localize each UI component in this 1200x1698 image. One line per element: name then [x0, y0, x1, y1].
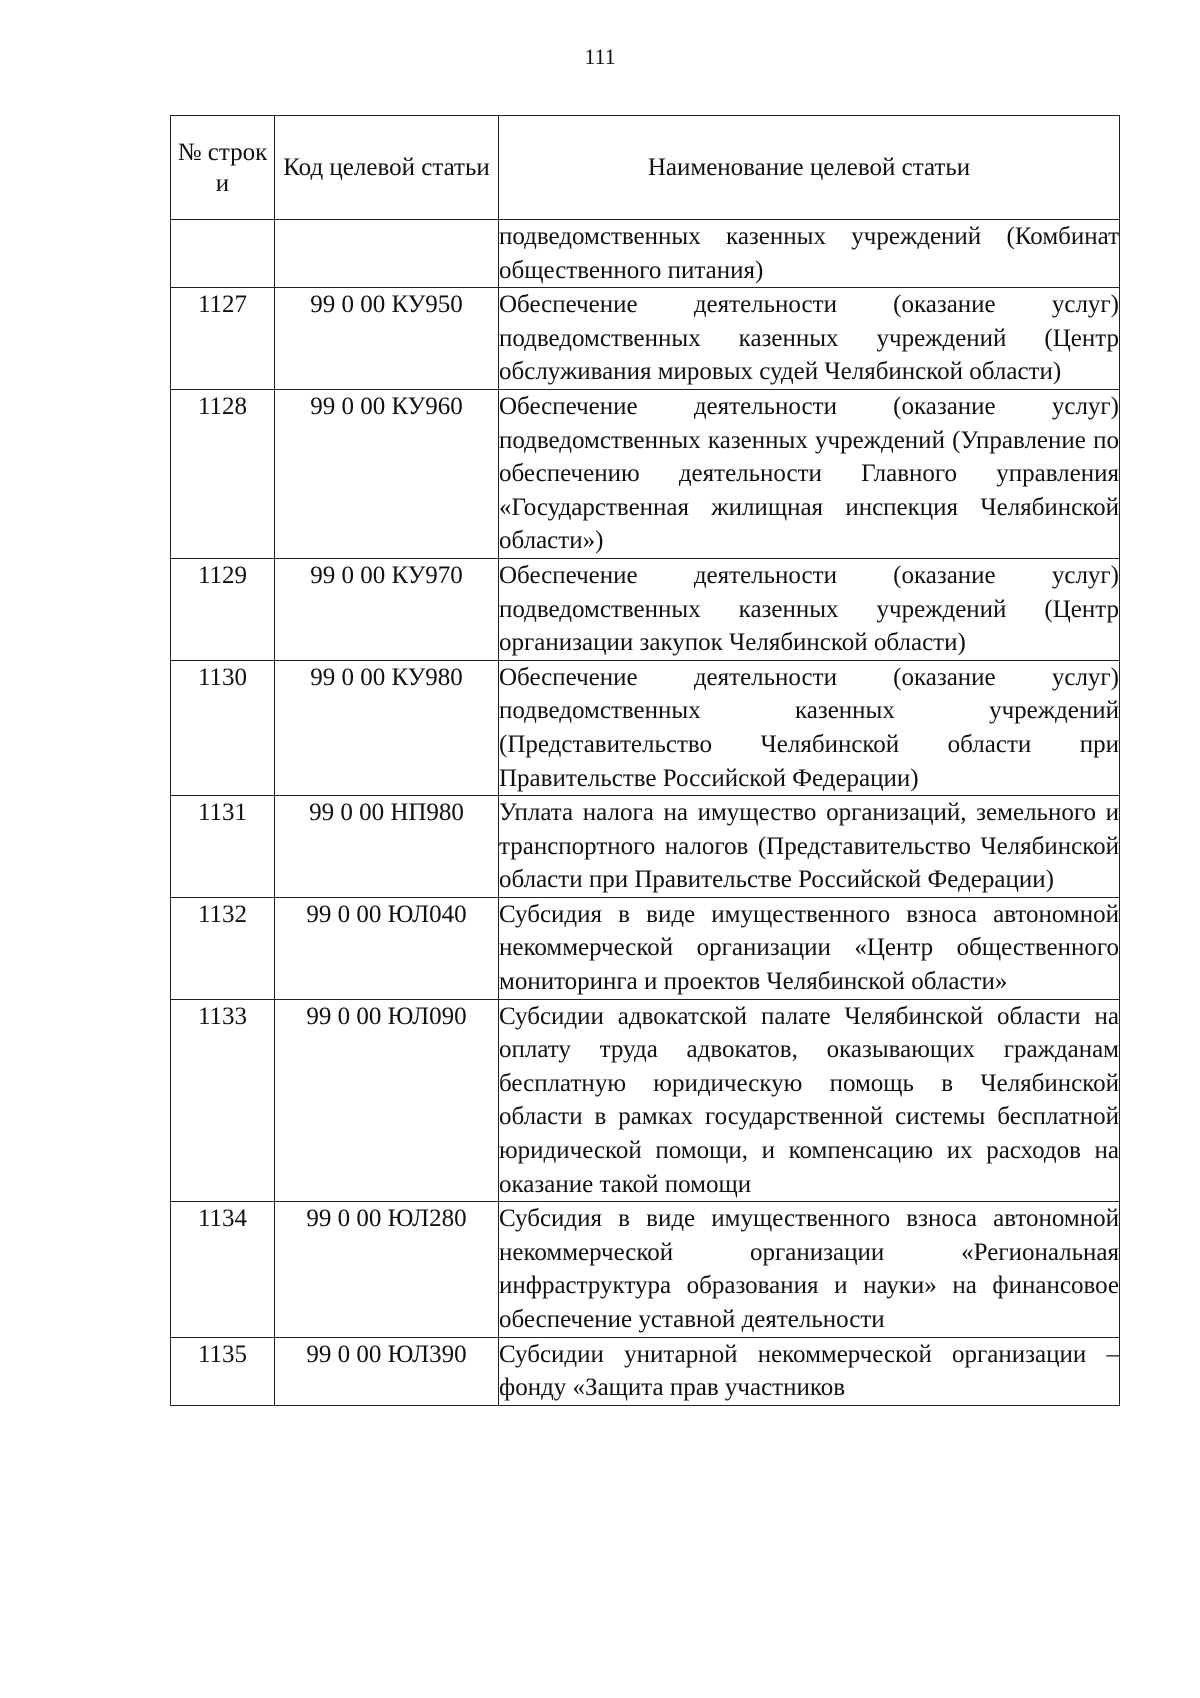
- target-name-cell: [499, 660, 1120, 795]
- table-row: [171, 897, 1120, 999]
- row-number-cell: [171, 220, 275, 288]
- target-name-cell: [499, 897, 1120, 999]
- continuation-text: подведомственных казенных учреждений (Комбинат общественного питания): [499, 223, 1119, 284]
- target-name: Уплата налога на имущество организаций, земельного и транспортного налогов (Представительство Челябинской области при Правительстве Российской Федерации): [499, 799, 1119, 894]
- row-number: 1127: [171, 288, 275, 390]
- target-name-cell: [499, 796, 1120, 898]
- target-code: 99 0 00 КУ980: [275, 660, 499, 795]
- table-row: [171, 1337, 1120, 1405]
- target-code: 99 0 00 ЮЛ040: [275, 897, 499, 999]
- row-number: 1134: [171, 1202, 275, 1337]
- target-name-cell: [499, 999, 1120, 1202]
- target-code: 99 0 00 ЮЛ390: [275, 1337, 499, 1405]
- target-code: 99 0 00 КУ960: [275, 389, 499, 558]
- page-number: 111: [584, 44, 616, 69]
- table-row: [171, 288, 1120, 390]
- continuation-row: [171, 220, 1120, 288]
- target-name: Субсидии адвокатской палате Челябинской области на оплату труда адвокатов, оказывающих гражданам бесплатную юридическую помощь в Челябинской области в рамках государственной системы бесплатной юридической помощи, и компенсацию их расходов на оказание такой помощи: [499, 1002, 1119, 1198]
- target-name-cell: [499, 1202, 1120, 1337]
- target-name: Обеспечение деятельности (оказание услуг) подведомственных казенных учреждений (Центр организации закупок Челябинской области): [499, 561, 1119, 657]
- row-number: 1132: [171, 897, 275, 999]
- table-row: [171, 389, 1120, 558]
- target-name: Обеспечение деятельности (оказание услуг) подведомственных казенных учреждений (Представительство Челябинской области при Правительстве Российской Федерации): [499, 663, 1119, 792]
- target-code: 99 0 00 КУ950: [275, 288, 499, 390]
- table-row: [171, 660, 1120, 795]
- row-number: 1133: [171, 999, 275, 1202]
- header-name: Наименование целевой статьи: [499, 116, 1120, 220]
- target-code: 99 0 00 ЮЛ090: [275, 999, 499, 1202]
- row-number: 1135: [171, 1337, 275, 1405]
- target-name-cell: [499, 288, 1120, 390]
- target-code: 99 0 00 ЮЛ280: [275, 1202, 499, 1337]
- target-items-table: [170, 115, 1120, 1406]
- code-cell: [275, 220, 499, 288]
- table-header-row: [171, 116, 1120, 220]
- header-row-number: № строк и: [171, 116, 275, 220]
- target-name-cell: [499, 1337, 1120, 1405]
- target-code: 99 0 00 НП980: [275, 796, 499, 898]
- table-row: [171, 796, 1120, 898]
- target-name: Обеспечение деятельности (оказание услуг) подведомственных казенных учреждений (Центр обслуживания мировых судей Челябинской области): [499, 291, 1119, 386]
- row-number: 1128: [171, 389, 275, 558]
- table-row: [171, 558, 1120, 660]
- target-name: Субсидия в виде имущественного взноса автономной некоммерческой организации «Центр общественного мониторинга и проектов Челябинской области»: [499, 900, 1119, 996]
- target-name: Обеспечение деятельности (оказание услуг) подведомственных казенных учреждений (Управление по обеспечению деятельности Главного управления «Государственная жилищная инспекция Челябинской области»): [499, 392, 1119, 555]
- target-name-cell: [499, 558, 1120, 660]
- table-row: [171, 1202, 1120, 1337]
- row-number: 1129: [171, 558, 275, 660]
- row-number: 1131: [171, 796, 275, 898]
- target-name: Субсидии унитарной некоммерческой организации – фонду «Защита прав участников: [499, 1340, 1119, 1402]
- row-number: 1130: [171, 660, 275, 795]
- target-name-cell: [499, 389, 1120, 558]
- target-code: 99 0 00 КУ970: [275, 558, 499, 660]
- name-cell: [499, 220, 1120, 288]
- target-name: Субсидия в виде имущественного взноса автономной некоммерческой организации «Региональная инфраструктура образования и науки» на финансовое обеспечение уставной деятельности: [499, 1205, 1119, 1333]
- header-code: Код целевой статьи: [275, 116, 499, 220]
- table-row: [171, 999, 1120, 1202]
